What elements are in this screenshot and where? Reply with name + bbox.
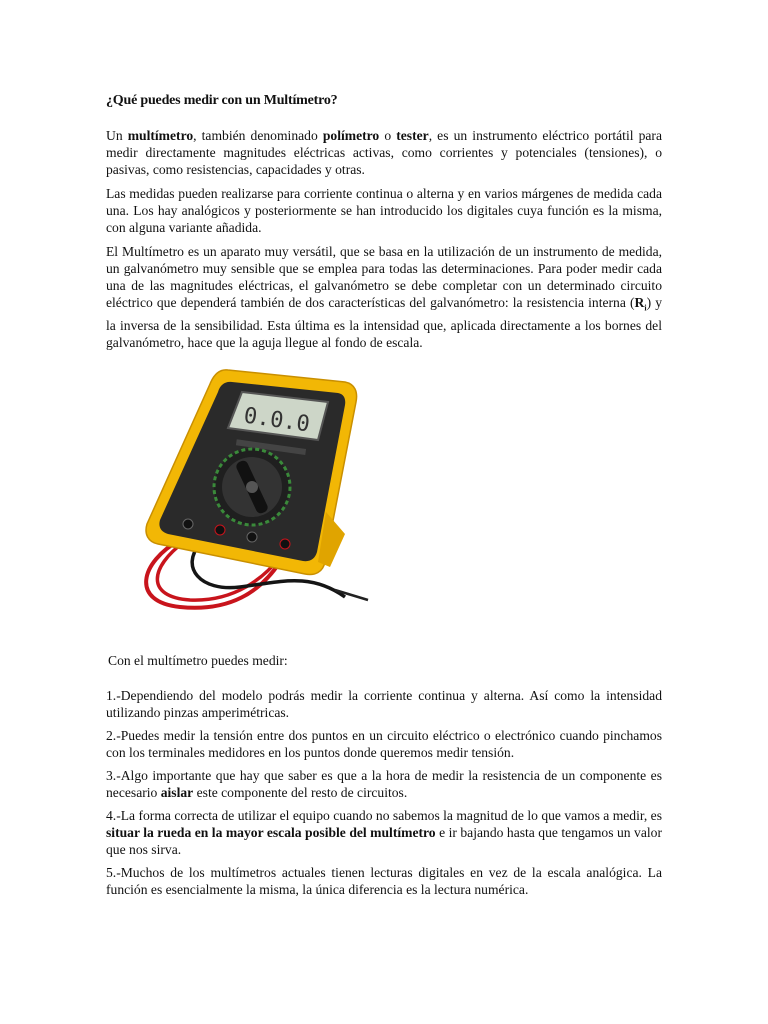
emphasis: aislar [160,785,194,800]
list-item: 2.-Puedes medir la tensión entre dos puntos en un circuito eléctrico o electrónico cuando pinchamos con los terminales medidores en los puntos donde queremos medir tensión. [106,728,662,760]
list-item: 4.-La forma correcta de utilizar el equipo cuando no sabemos la magnitud de lo que vamos a medir, es situar la rueda en la mayor escala posible del multímetro e ir bajando hasta que tengamos un valor que nos sirva. [106,808,662,857]
upper-text [106,92,662,358]
text-run: El Multímetro es un aparato muy versátil, que se basa en la utilización de un instrumento de medida, un galvanómetro muy sensible que se emplea para todas las determinaciones. Para poder medir cada una de las magnitudes eléctricas, el galvanómetro se debe completar con un determinado circuito eléctrico que dependerá también de dos características del galvanómetro: la resistencia interna ( [106,244,662,310]
lower-text [106,652,662,904]
input-port [280,539,290,549]
display-reading: 0.0.0 [242,403,312,438]
input-port [215,525,225,535]
term-tester: tester [396,128,429,143]
paragraph-galvanometer [106,243,662,351]
resistance-symbol: $R_i$ [634,295,647,313]
page-title: ¿Qué puedes medir con un Multímetro? [106,93,338,108]
paragraph-measures: Las medidas pueden realizarse para corriente continua o alterna y en varios márgenes de medida cada una. Los hay analógicos y posteriormente se han introducido los digitales cuya función es la misma, con alguna variante añadida. [106,186,662,235]
list-item: 1.-Dependiendo del modelo podrás medir la corriente continua y alterna. Así como la intensidad utilizando pinzas amperimétricas. [106,688,662,720]
list-intro: Con el multímetro puedes medir: [108,653,288,668]
paragraph-definition [106,127,662,178]
term-multimetro: multímetro [127,128,194,143]
text-run: , también denominado [193,128,323,143]
text-run: , es un instrumento eléctrico portátil para medir directamente magnitudes eléctricas activas, como corrientes y potenciales (tensiones), o pasivas, como resistencias, capacidades y otras. [106,128,662,177]
list-item: 5.-Muchos de los multímetros actuales tienen lecturas digitales en vez de la escala analógica. La función es esencialmente la misma, la única diferencia es la lectura numérica. [106,865,662,897]
emphasis: situar la rueda en la mayor escala posible del multímetro [106,825,436,840]
text-run: Un [106,128,128,143]
multimeter-image [140,362,370,610]
text-run: ) y la inversa de la sensibilidad. Esta última es la intensidad que, aplicada directamente a los bornes del galvanómetro, hace que la aguja llegue al fondo de escala. [106,295,663,350]
term-polimetro: polímetro [322,128,380,143]
input-port [247,532,257,542]
text-run: o [379,128,397,143]
input-port [183,519,193,529]
list-item: 3.-Algo importante que hay que saber es que a la hora de medir la resistencia de un componente es necesario aislar este componente del resto de circuitos. [106,768,662,800]
